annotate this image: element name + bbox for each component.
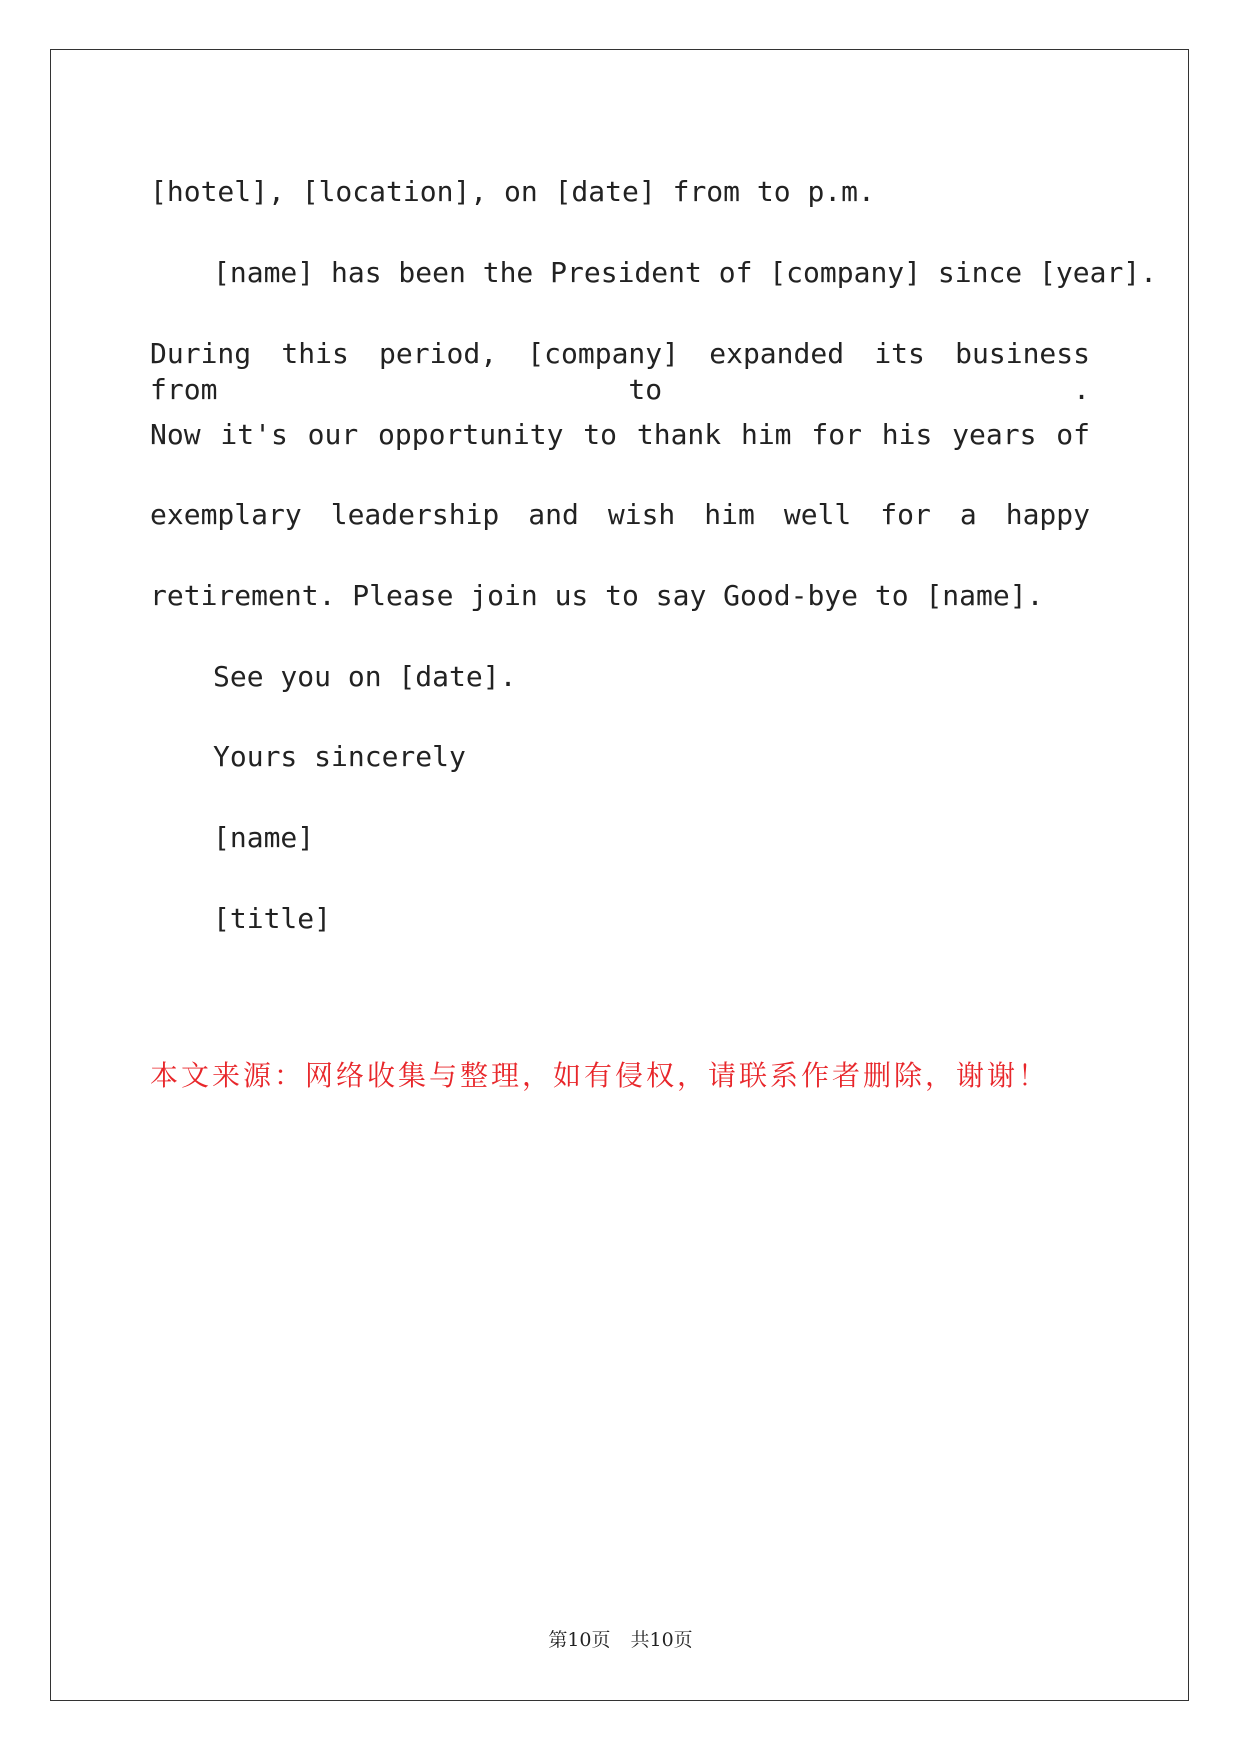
letter-line-4: Now it's our opportunity to thank him for his years of: [150, 418, 1090, 451]
letter-closing: Yours sincerely: [213, 740, 466, 773]
letter-line-6: retirement. Please join us to say Good-bye to [name].: [150, 579, 1044, 612]
letter-line-2: [name] has been the President of [company] since [year].: [213, 256, 1158, 289]
page-total: 共10页: [630, 1629, 693, 1651]
letter-line-1: [hotel], [location], on [date] from to p.m.: [150, 175, 875, 208]
page-footer: [0, 1628, 1241, 1652]
letter-line-7: See you on [date].: [213, 660, 517, 693]
letter-line-3: During this period, [company] expanded its business from to .: [150, 337, 1090, 406]
letter-line-5: exemplary leadership and wish him well for a happy: [150, 498, 1090, 531]
page-number: 第10页: [548, 1629, 611, 1651]
letter-signature-name: [name]: [213, 821, 315, 854]
page-border: [50, 49, 1189, 1701]
letter-signature-title: [title]: [213, 902, 332, 935]
copyright-notice: 本文来源：网络收集与整理，如有侵权，请联系作者删除，谢谢！: [150, 1059, 1050, 1092]
